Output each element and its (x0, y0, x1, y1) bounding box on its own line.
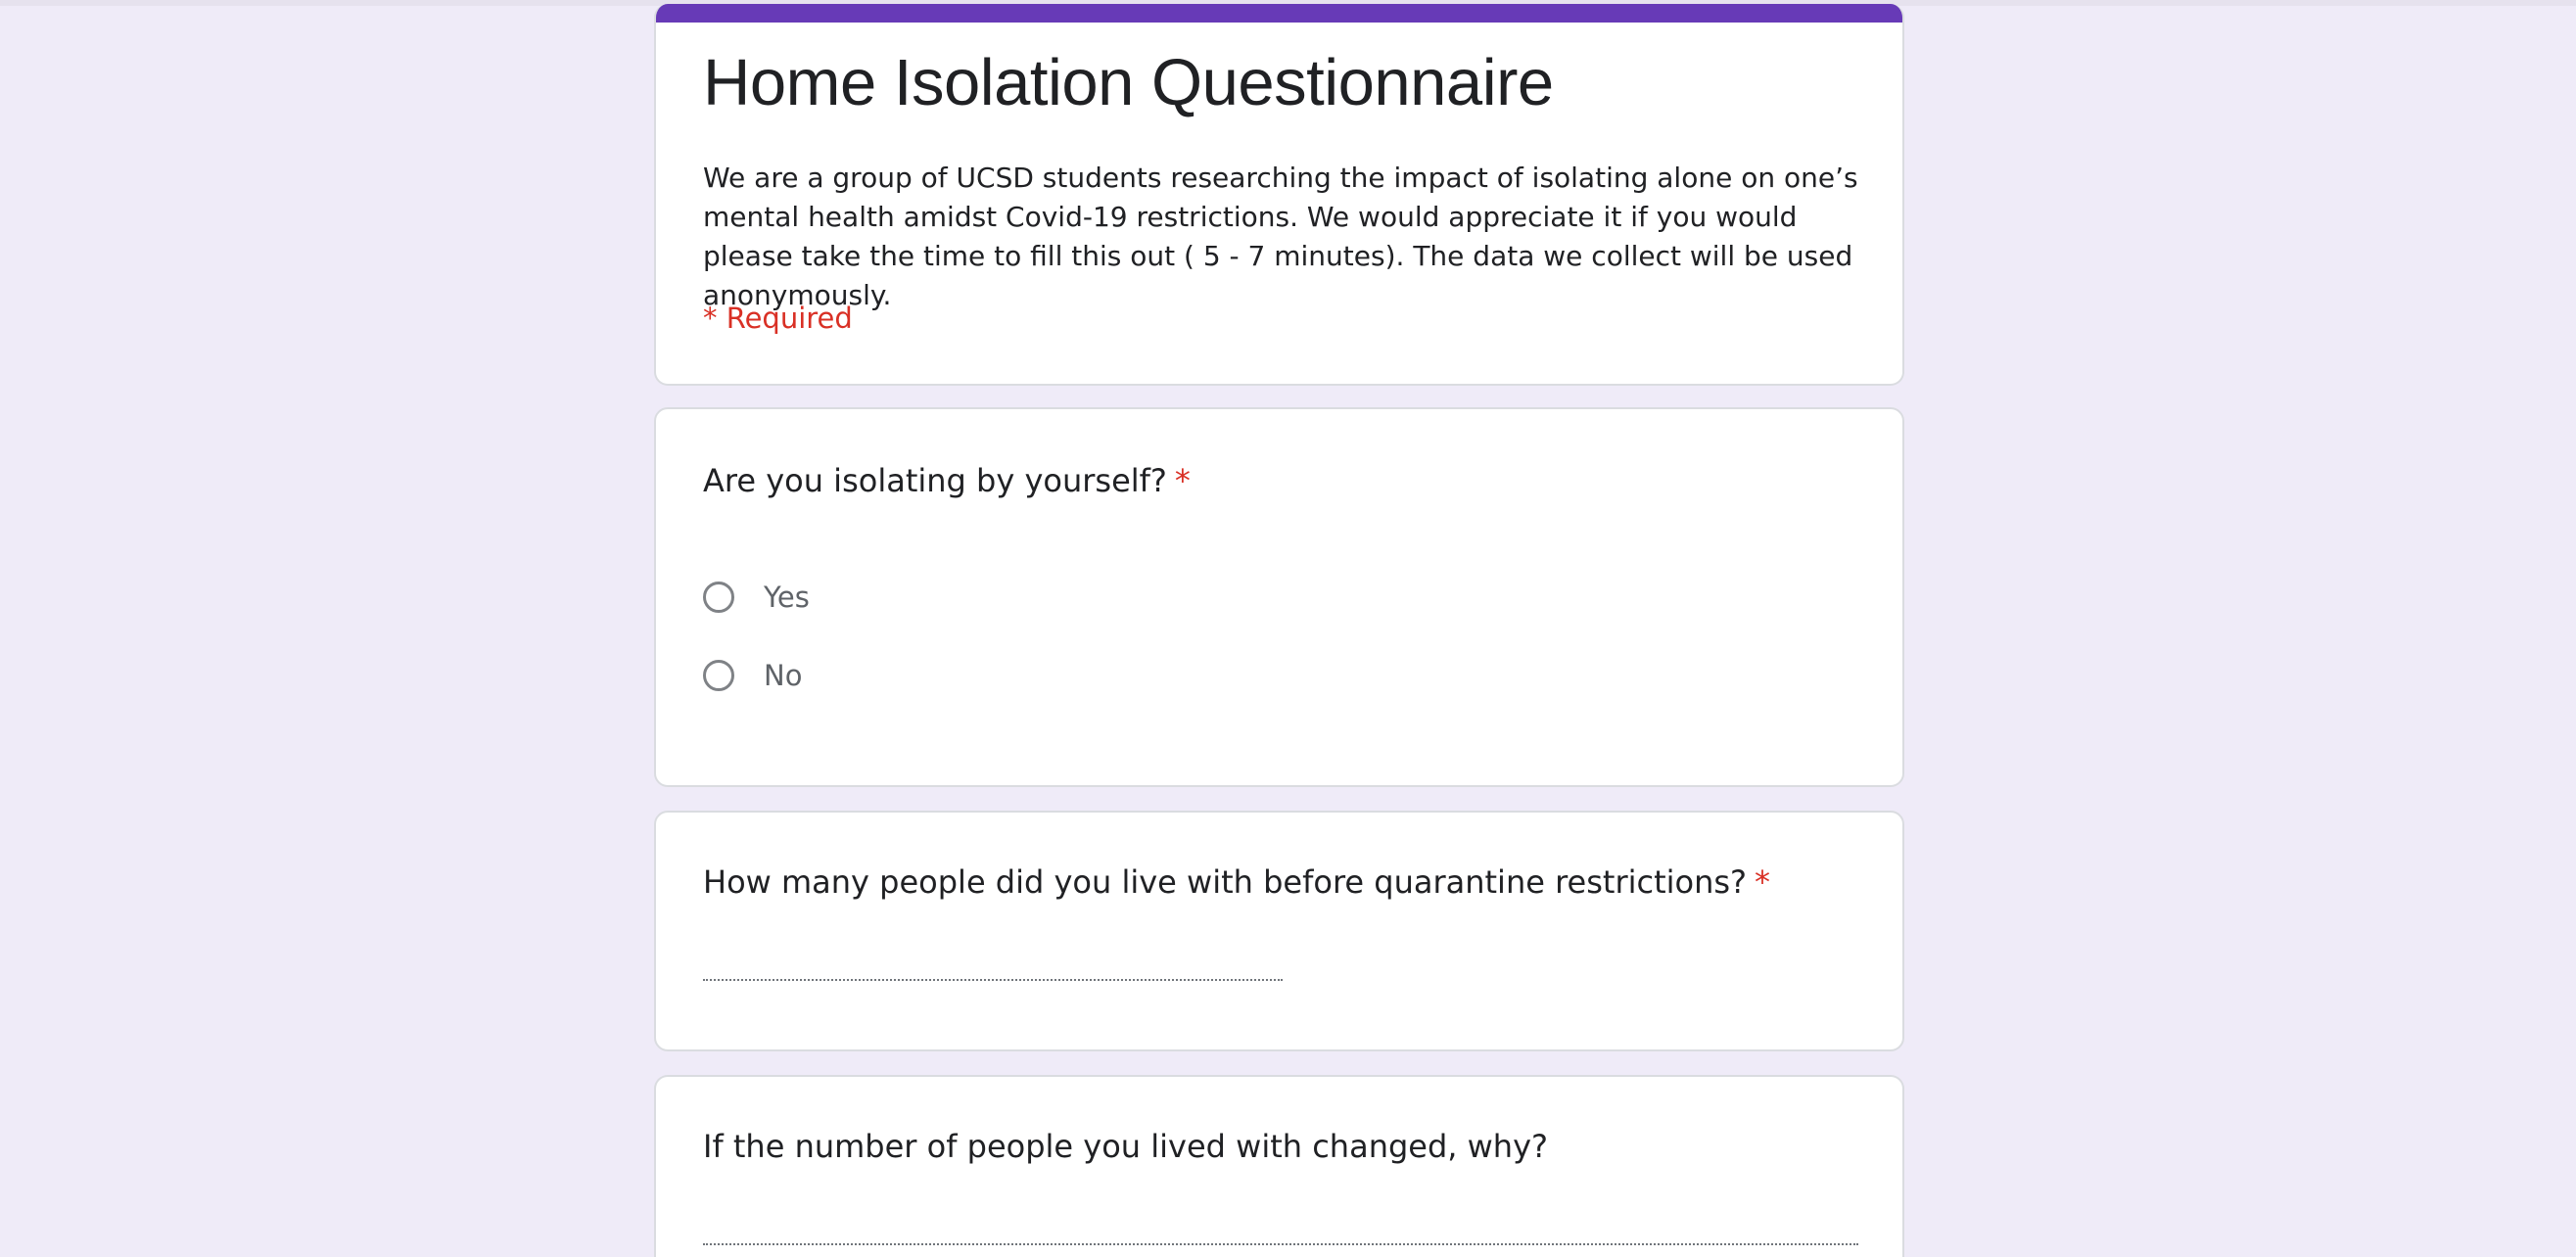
question-card-isolating (654, 407, 1904, 787)
question-title (703, 863, 1770, 901)
radio-option-yes[interactable] (703, 576, 810, 619)
question-card-people-before (654, 811, 1904, 1051)
change-reason-input[interactable] (703, 1204, 1858, 1245)
radio-option-no[interactable] (703, 654, 802, 697)
required-asterisk: * (1755, 863, 1771, 901)
question-title-text: Are you isolating by yourself? (703, 462, 1167, 499)
question-title: If the number of people you lived with changed, why? (703, 1128, 1548, 1165)
question-card-why-changed (654, 1075, 1904, 1257)
required-note: * Required (703, 302, 853, 335)
radio-option-label[interactable]: No (764, 659, 803, 692)
required-asterisk: * (1174, 462, 1191, 499)
question-title (703, 462, 1191, 499)
form-description: We are a group of UCSD students researching the impact of isolating alone on one’s mental health amidst Covid-19 restrictions. We would appreciate it if you would please take the time to fill this out ( 5 - 7 minutes). The data we collect will be used anonymously. (703, 162, 1858, 311)
form-header-card (654, 4, 1904, 386)
radio-button-icon[interactable] (703, 582, 734, 613)
people-count-input[interactable] (703, 940, 1283, 981)
radio-option-label[interactable]: Yes (764, 581, 810, 614)
header-accent-bar (656, 4, 1902, 23)
radio-button-icon[interactable] (703, 660, 734, 691)
form-title: Home Isolation Questionnaire (703, 46, 1554, 119)
question-title-text: How many people did you live with before quarantine restrictions? (703, 863, 1748, 901)
